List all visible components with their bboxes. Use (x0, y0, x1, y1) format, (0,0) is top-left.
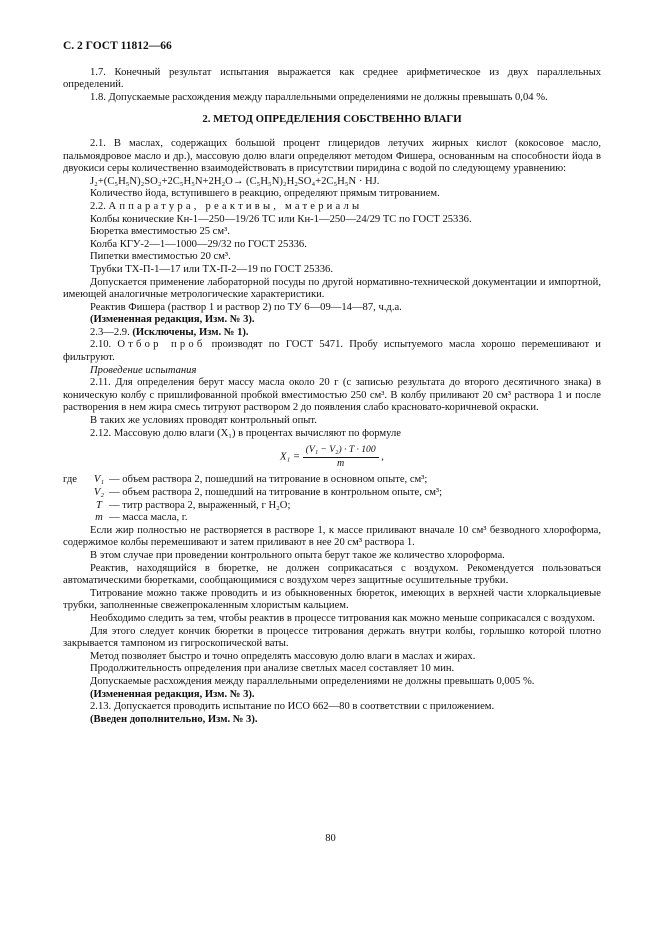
paragraph-2-11: 2.11. Для определения берут массу масла около 20 г (с записью результата до второго десятичного знака) в коническую колбу с пришлифованной пробкой вместимостью 250 см³. В колбу приливают 20 см³ раствора 1 и после растворения в нем жира смесь титруют раствором 2 до появления слабо красновато-коричневой окраски. (63, 377, 601, 414)
moisture-formula (63, 444, 601, 470)
paragraph-2-13: 2.13. Допускается проводить испытание по ИСО 662—80 в соответствии с приложением. (90, 701, 495, 713)
paragraph-watch: Необходимо следить за тем, чтобы реактив в процессе титрования как можно меньше соприкасался с воздухом. (90, 612, 596, 624)
paragraph-2-10 (63, 339, 601, 364)
paragraph-duration: Продолжительность определения при анализе светлых масел составляет 10 мин. (90, 663, 455, 675)
paragraph-2-12: 2.12. Массовую долю влаги (X₁) в процентах вычисляют по формуле (90, 427, 401, 439)
section-title: 2. МЕТОД ОПРЕДЕЛЕНИЯ СОБСТВЕННО ВЛАГИ (202, 113, 462, 126)
paragraph-1-8: 1.8. Допускаемые расхождения между параллельными определениями не должны превышать 0,04 %. (90, 91, 548, 103)
amendment-note-2: (Измененная редакция, Изм. № 3). (90, 688, 255, 700)
paragraph-1-7: 1.7. Конечный результат испытания выражается как среднее арифметическое из двух параллельных определений. (63, 66, 601, 91)
added-note: (Введен дополнительно, Изм. № 3). (90, 713, 258, 725)
paragraph-method: Метод позволяет быстро и точно определять массовую долю влаги в маслах и жирах. (90, 650, 476, 662)
definition-symbol: T (96, 499, 102, 511)
reagent-line: Реактив Фишера (раствор 1 и раствор 2) по ТУ 6—09—14—87, ч.д.а. (90, 301, 402, 313)
formula-numerator: (V₁ − V₂) · T · 100 (303, 444, 379, 458)
paragraph-2-10-text: производят по ГОСТ 5471. Пробу испытуемого масла хорошо перемешивают и фильтруют. (63, 339, 601, 364)
definition-symbol: V₁ (93, 474, 105, 486)
paragraph-control: В таких же условиях проводят контрольный опыт. (90, 415, 317, 427)
paragraph-2-2 (63, 201, 601, 214)
paragraph-2-10-number: 2.10. (90, 339, 112, 351)
paragraph-fat: Если жир полностью не растворяется в растворе 1, к массе приливают вначале 10 см³ безводного хлороформа, содержимое колбы перемешивают и затем приливают в нее 20 см³ раствора 1. (63, 524, 601, 549)
paragraph-2-2-heading: Аппаратура, реактивы, материалы (108, 200, 363, 212)
flasks-line: Колбы конические Кн-1—250—19/26 ТС или Кн-1—250—24/29 ТС по ГОСТ 25336. (90, 213, 472, 225)
pipette-line: Пипетки вместимостью 20 см³. (90, 251, 231, 263)
definition-symbol: V₂ (93, 487, 105, 498)
paragraph-2-10-heading: Отбор проб (117, 339, 206, 351)
definitions-list (63, 474, 601, 524)
definition-text: — титр раствора 2, выраженный, г H₂O; (109, 499, 291, 511)
tubes-line: Трубки ТХ-П-1—17 или ТХ-П-2—19 по ГОСТ 25336. (90, 263, 334, 275)
paragraph-allowed: Допускается применение лабораторной посуды по другой нормативно-технической документации и импортной, имеющей аналогичные метрологические характеристики. (63, 276, 601, 301)
where-word: где (63, 474, 77, 486)
paragraph-2-3-note: (Исключены, Изм. № 1). (132, 326, 249, 338)
paragraph-titration: Титрование можно также проводить и из обыкновенных бюреток, имеющих в верхней части хлоркальциевые трубки, заполненные свежепрокаленным хлористым кальцием. (63, 587, 601, 612)
burette-line: Бюретка вместимостью 25 см³. (90, 226, 230, 238)
formula-fraction (303, 444, 379, 470)
reaction-equation: J₂+(C₅H₅N)₂SO₂+2C₅H₅N+2H₂O→ (C₅H₅N)₂H₂SO₄+2C₅H₅N · HJ. (90, 175, 380, 187)
formula-lhs: X₁ = (280, 451, 300, 463)
definition-text: — масса масла, г. (109, 512, 188, 524)
document-page (63, 40, 601, 726)
definition-text: — объем раствора 2, пошедший на титрование в контрольном опыте, см³; (109, 487, 443, 498)
definition-row (63, 474, 601, 487)
paragraph-2-1: 2.1. В маслах, содержащих большой процент глицеридов летучих жирных кислот (кокосовое масло, пальмоядровое масло и др.), массовую долю влаги определяют методом Фишера, основанным на способности йода в двуокиси серы количественно взаимодействовать в присутствии пиридина с водой по следующему уравнению: (63, 137, 601, 175)
definition-text: — объем раствора 2, пошедший на титрование в основном опыте, см³; (109, 474, 428, 486)
page-number: 80 (325, 833, 336, 844)
definition-row (63, 487, 601, 500)
flask-kgu-line: Колба КГУ-2—1—1000—29/32 по ГОСТ 25336. (90, 238, 307, 250)
paragraph-iodine: Количество йода, вступившего в реакцию, определяют прямым титрованием. (90, 188, 440, 200)
paragraph-reagent-air: Реактив, находящийся в бюретке, не должен соприкасаться с воздухом. Рекомендуется пользоваться автоматическими бюретками, сообщающимися с воздухом через защитные осушительные трубки. (63, 562, 601, 587)
paragraph-tolerance: Допускаемые расхождения между параллельными определениями не должны превышать 0,005 %. (90, 675, 535, 687)
page-header: С. 2 ГОСТ 11812—66 (63, 40, 172, 52)
subsection-conduct: Проведение испытания (90, 364, 197, 376)
paragraph-chloroform: В этом случае при проведении контрольного опыта берут такое же количество хлороформа. (90, 549, 505, 561)
paragraph-tip: Для этого следует кончик бюретки в процессе титрования держать внутри колбы, горлышко которой плотно закрывается тампоном из гигроскопической ваты. (63, 625, 601, 650)
definition-symbol: m (95, 512, 103, 524)
definition-row (63, 500, 601, 513)
formula-comma: , (381, 451, 384, 463)
definition-row (63, 512, 601, 525)
paragraph-2-3-number: 2.3—2.9. (90, 326, 130, 338)
paragraph-2-2-number: 2.2. (90, 200, 106, 212)
formula-denominator: m (337, 457, 345, 469)
amendment-note-1: (Измененная редакция, Изм. № 3). (90, 314, 255, 326)
paragraph-2-3 (63, 327, 601, 340)
